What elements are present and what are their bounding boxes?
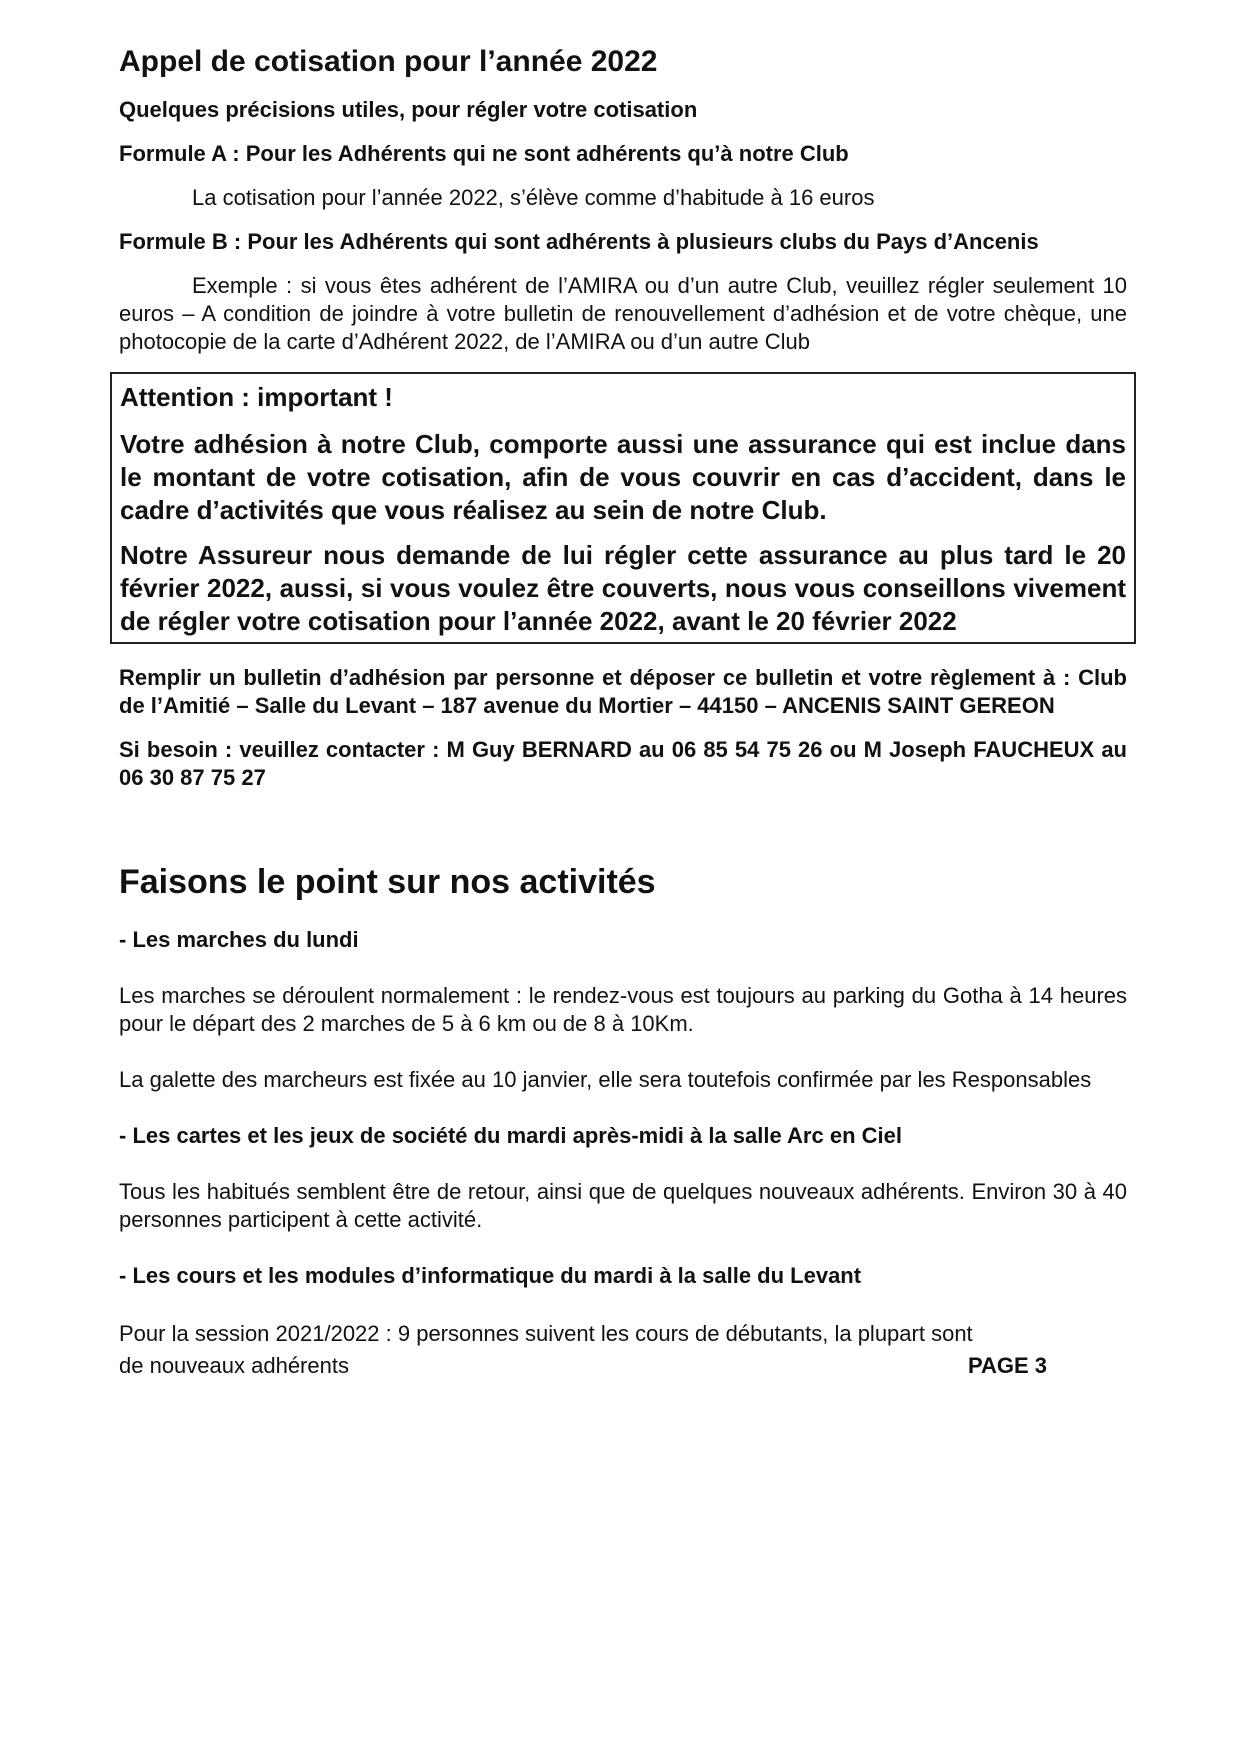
cotisation-subtitle: Quelques précisions utiles, pour régler votre cotisation	[119, 97, 698, 122]
formule-b-text: Exemple : si vous êtes adhérent de l’AMIRA ou d’un autre Club, veuillez régler seulement 10 euros – A condition de joindre à votre bulletin de renouvellement d’adhésion et de votre chèque, une photocopie de la carte d’Adhérent 2022, de l’AMIRA ou d’un autre Club	[119, 273, 1127, 354]
cotisation-title: Appel de cotisation pour l’année 2022	[119, 45, 658, 78]
informatique-text-line1: Pour la session 2021/2022 : 9 personnes suivent les cours de débutants, la plupart sont	[119, 1321, 973, 1346]
document-page	[119, 42, 1127, 1382]
marches-heading: - Les marches du lundi	[119, 927, 359, 952]
cartes-text: Tous les habitués semblent être de retour, ainsi que de quelques nouveaux adhérents. Environ 30 à 40 personnes participent à cette activité.	[119, 1179, 1127, 1232]
informatique-text-line2: de nouveaux adhérents	[119, 1353, 349, 1378]
attention-insurance-text: Votre adhésion à notre Club, comporte aussi une assurance qui est inclue dans le montant de votre cotisation, afin de vous couvrir en cas d’accident, dans le cadre d’activités que vous réalisez au sein de notre Club.	[120, 429, 1126, 525]
activities-title: Faisons le point sur nos activités	[119, 863, 656, 901]
bulletin-instructions: Remplir un bulletin d’adhésion par personne et déposer ce bulletin et votre règlement à : Club de l’Amitié – Salle du Levant – 187 avenue du Mortier – 44150 – ANCENIS SAINT GEREON	[119, 665, 1127, 718]
marches-text-1: Les marches se déroulent normalement : le rendez-vous est toujours au parking du Gotha à 14 heures pour le départ des 2 marches de 5 à 6 km ou de 8 à 10Km.	[119, 983, 1127, 1036]
formule-a-heading: Formule A : Pour les Adhérents qui ne sont adhérents qu’à notre Club	[119, 141, 849, 166]
marches-text-2: La galette des marcheurs est fixée au 10 janvier, elle sera toutefois confirmée par les Responsables	[119, 1067, 1092, 1092]
contact-info: Si besoin : veuillez contacter : M Guy BERNARD au 06 85 54 75 26 ou M Joseph FAUCHEUX au 06 30 87 75 27	[119, 737, 1127, 790]
page-number: PAGE 3	[967, 1353, 1047, 1378]
cartes-heading: - Les cartes et les jeux de société du mardi après-midi à la salle Arc en Ciel	[119, 1123, 902, 1148]
formule-b-heading: Formule B : Pour les Adhérents qui sont adhérents à plusieurs clubs du Pays d’Ancenis	[119, 229, 1039, 254]
attention-heading: Attention : important !	[120, 382, 393, 412]
attention-box	[110, 372, 1136, 644]
formule-a-text: La cotisation pour l’année 2022, s’élève comme d’habitude à 16 euros	[192, 185, 875, 210]
informatique-last-row	[119, 1350, 1127, 1382]
attention-deadline-text: Notre Assureur nous demande de lui régler cette assurance au plus tard le 20 février 2022, aussi, si vous voulez être couverts, nous vous conseillons vivement de régler votre cotisation pour l’année 2022, avant le 20 février 2022	[120, 540, 1126, 636]
informatique-heading: - Les cours et les modules d’informatique du mardi à la salle du Levant	[119, 1263, 862, 1288]
